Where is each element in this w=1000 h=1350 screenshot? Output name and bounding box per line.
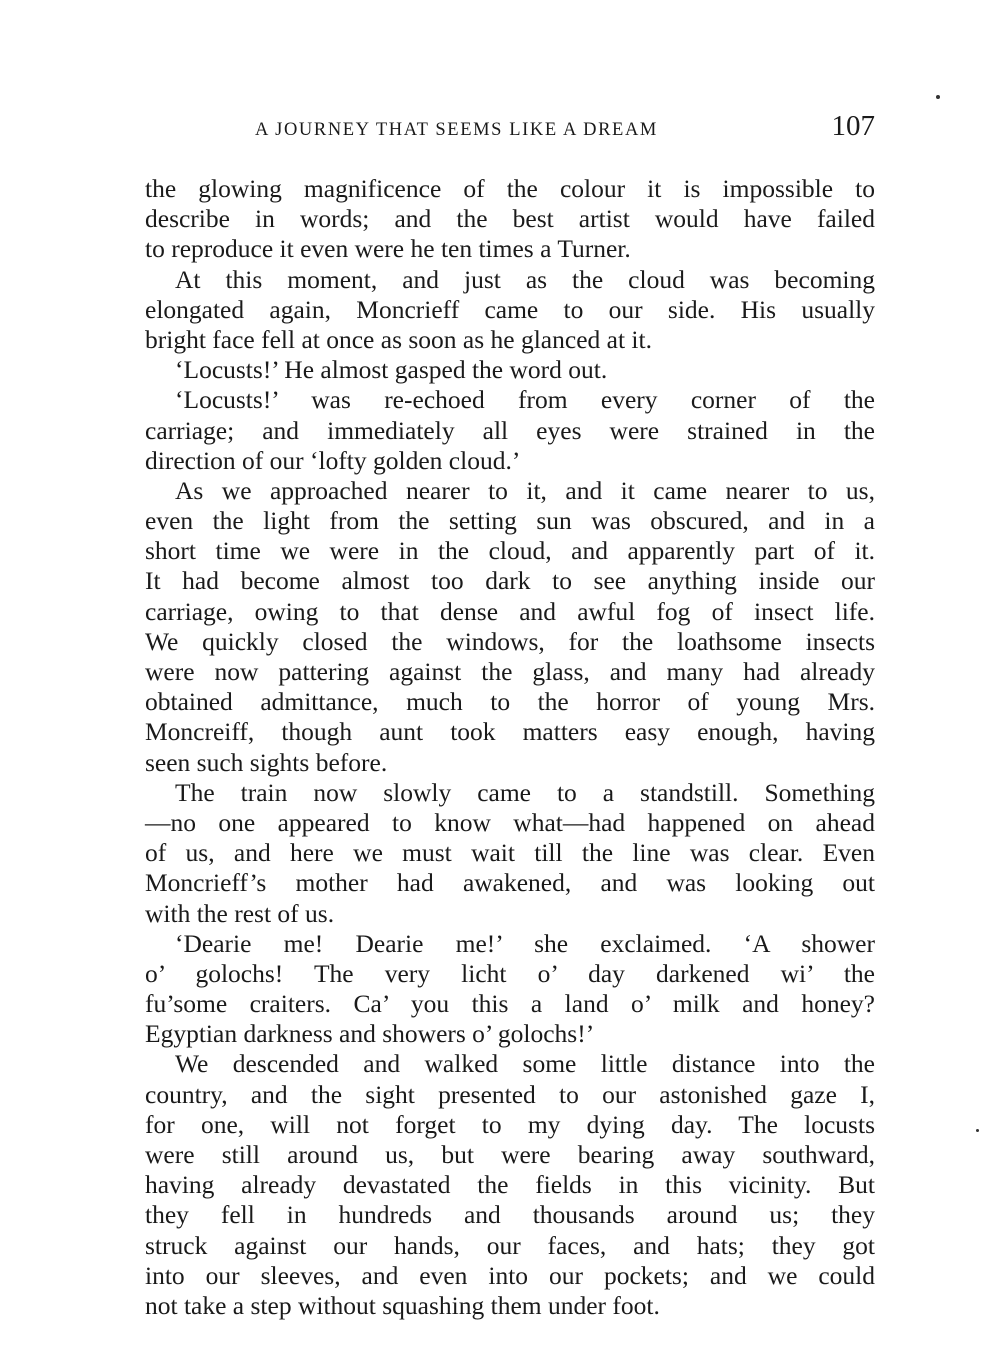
text-line: The train now slowly came to a standstill. Something bbox=[175, 777, 875, 807]
text-line: direction of our ‘lofty golden cloud.’ bbox=[145, 445, 521, 475]
running-title: A JOURNEY THAT SEEMS LIKE A DREAM bbox=[255, 120, 658, 140]
text-line: bright face fell at once as soon as he glanced at it. bbox=[145, 324, 652, 354]
body-text bbox=[145, 174, 875, 1321]
text-line: the glowing magnificence of the colour it is impossible to bbox=[145, 174, 875, 203]
running-head bbox=[145, 108, 875, 148]
text-line: We descended and walked some little distance into the bbox=[175, 1049, 875, 1079]
text-line: country, and the sight presented to our astonished gaze I, bbox=[145, 1079, 875, 1109]
text-line: carriage; and immediately all eyes were strained in the bbox=[145, 415, 875, 445]
text-line: having already devastated the fields in this vicinity. But bbox=[145, 1170, 875, 1200]
text-line: for one, will not forget to my dying day. The locusts bbox=[145, 1109, 875, 1139]
text-line: It had become almost too dark to see anything inside our bbox=[145, 566, 875, 596]
text-line: seen such sights before. bbox=[145, 747, 388, 777]
text-line: elongated again, Moncrieff came to our side. His usually bbox=[145, 294, 875, 324]
text-line: Moncrieff’s mother had awakened, and was looking out bbox=[145, 868, 875, 898]
text-line: fu’some craiters. Ca’ you this a land o’ milk and honey? bbox=[145, 989, 875, 1019]
text-line: ‘Locusts!’ He almost gasped the word out. bbox=[175, 355, 608, 385]
text-line: carriage, owing to that dense and awful fog of insect life. bbox=[145, 596, 875, 626]
text-line: ‘Dearie me! Dearie me!’ she exclaimed. ‘A shower bbox=[175, 928, 875, 958]
text-line: o’ golochs! The very licht o’ day darkened wi’ the bbox=[145, 958, 875, 988]
text-line: not take a step without squashing them under foot. bbox=[145, 1290, 660, 1320]
page-number: 107 bbox=[831, 110, 875, 142]
text-line: to reproduce it even were he ten times a Turner. bbox=[145, 234, 631, 264]
text-line: We quickly closed the windows, for the loathsome insects bbox=[145, 626, 875, 656]
text-line: Moncreiff, though aunt took matters easy enough, having bbox=[145, 717, 875, 747]
text-line: of us, and here we must wait till the line was clear. Even bbox=[145, 838, 875, 868]
text-line: were still around us, but were bearing away southward, bbox=[145, 1140, 875, 1169]
text-line: describe in words; and the best artist would have failed bbox=[145, 204, 875, 234]
text-line: Egyptian darkness and showers o’ golochs!’ bbox=[145, 1019, 595, 1049]
text-line: ‘Locusts!’ was re-echoed from every corner of the bbox=[175, 385, 875, 415]
text-line: short time we were in the cloud, and apparently part of it. bbox=[145, 536, 875, 566]
text-line: with the rest of us. bbox=[145, 898, 335, 928]
text-line: even the light from the setting sun was obscured, and in a bbox=[145, 506, 875, 536]
text-line: were now pattering against the glass, and many had already bbox=[145, 657, 875, 686]
print-speck bbox=[976, 1129, 979, 1132]
text-line: obtained admittance, much to the horror of young Mrs. bbox=[145, 687, 875, 717]
text-line: they fell in hundreds and thousands around us; they bbox=[145, 1200, 875, 1230]
text-line: into our sleeves, and even into our pockets; and we could bbox=[145, 1260, 875, 1290]
text-line: As we approached nearer to it, and it came nearer to us, bbox=[175, 475, 875, 505]
text-line: —no one appeared to know what—had happened on ahead bbox=[145, 807, 875, 837]
text-line: At this moment, and just as the cloud was becoming bbox=[175, 264, 875, 294]
text-line: struck against our hands, our faces, and hats; they got bbox=[145, 1230, 875, 1260]
print-speck bbox=[936, 95, 940, 99]
